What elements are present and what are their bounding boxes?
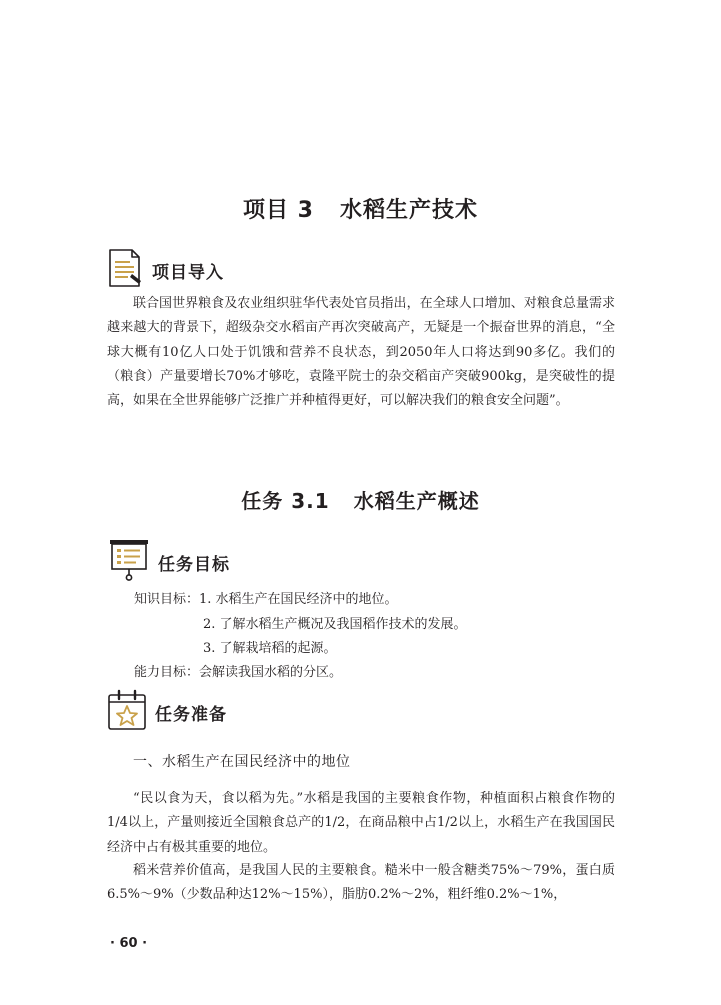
ability-label: 能力目标：: [134, 665, 200, 680]
intro-heading-label: 项目导入: [152, 262, 224, 283]
preparation-paragraph-2: 稻米营养价值高，是我国人民的主要粮食。糙米中一般含糖类75%～79%，蛋白质6.5%～9%（少数品种达12%～15%），脂肪0.2%～2%，粗纤维0.2%～1%，: [107, 863, 615, 903]
project-title: [0, 193, 721, 224]
task-title: [0, 485, 721, 514]
document-icon: [104, 248, 144, 292]
knowledge-item: 1. 水稻生产在国民经济中的地位。: [199, 592, 398, 607]
project-number: 项目 3: [243, 198, 314, 223]
knowledge-label: 知识目标：: [134, 592, 200, 607]
intro-paragraph: 联合国世界粮食及农业组织驻华代表处官员指出，在全球人口增加、对粮食总量需求越来越大的背景下，超级杂交水稻亩产再次突破高产，无疑是一个振奋世界的消息，“全球大概有10亿人口处于饥饿和营养不良状态，到2050年人口将达到90多亿。我们的（粮食）产量要增长70%才够吃，袁隆平院士的杂交稻亩产突破900kg，是突破性的提高，如果在全世界能够广泛推广并种植得更好，可以解决我们的粮食安全问题”。: [107, 296, 615, 409]
objectives-heading-label: 任务目标: [158, 554, 230, 575]
knowledge-objective-3: 3. 了解栽培稻的起源。: [203, 641, 337, 656]
knowledge-objective-2: 2. 了解水稻生产概况及我国稻作技术的发展。: [203, 617, 467, 632]
calendar-star-icon: [107, 689, 147, 735]
preparation-heading-label: 任务准备: [155, 704, 227, 725]
preparation-paragraph-1: “民以食为天，食以稻为先。”水稻是我国的主要粮食作物，种植面积占粮食作物的1/4以上，产量则接近全国粮食总产的1/2，在商品粮中占1/2以上，水稻生产在我国国民经济中占有极其重要的地位。: [107, 791, 615, 855]
section-subheading: 一、水稻生产在国民经济中的地位: [133, 754, 351, 770]
page-number: · 60 ·: [110, 936, 148, 951]
task-number: 任务 3.1: [241, 489, 330, 513]
preparation-heading: [107, 689, 227, 735]
intro-heading: [104, 248, 224, 292]
project-title-text: 水稻生产技术: [339, 198, 478, 223]
ability-item: 会解读我国水稻的分区。: [199, 665, 343, 680]
presentation-board-icon: [108, 538, 150, 586]
ability-objective: [134, 661, 342, 680]
knowledge-objective-1: [134, 588, 398, 607]
objectives-heading: [108, 538, 230, 586]
task-title-text: 水稻生产概述: [353, 489, 480, 513]
